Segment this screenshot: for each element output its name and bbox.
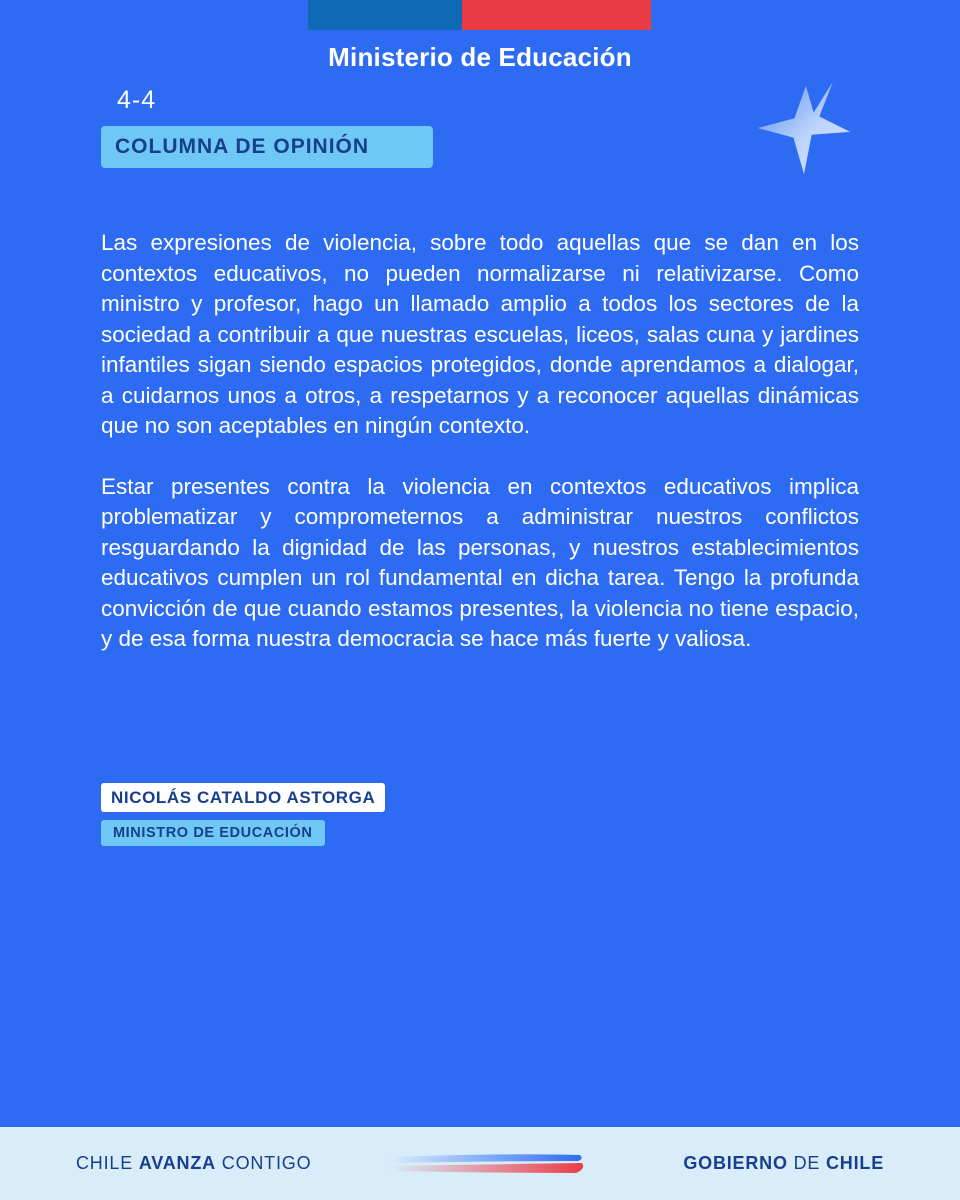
ministry-title: Ministerio de Educación [328, 42, 632, 72]
footer-slogan [76, 1153, 311, 1174]
author-role: MINISTRO DE EDUCACIÓN [101, 820, 325, 846]
author-name: NICOLÁS CATALDO ASTORGA [101, 783, 385, 812]
article-body [101, 228, 859, 685]
page-number: 4-4 [117, 86, 157, 114]
footer-bar [0, 1127, 960, 1200]
gov-word-3: CHILE [826, 1153, 884, 1173]
article-paragraph-2: Estar presentes contra la violencia en contextos educativos implica problematizar y comprometernos a administrar nuestros conflictos resguardando la dignidad de las personas, y nuestros establecimientos educativos cumplen un rol fundamental en dicha tarea. Tengo la profunda convicción de que cuando estamos presentes, la violencia no tiene espacio, y de esa forma nuestra democracia se hace más fuerte y valiosa. [101, 473, 859, 651]
gov-word-1: GOBIERNO [683, 1153, 788, 1173]
flag-swoosh-icon [388, 1147, 588, 1181]
slogan-word-3: CONTIGO [215, 1153, 312, 1173]
flag-bar-red [462, 0, 651, 30]
footer-government [683, 1153, 884, 1174]
slogan-word-2: AVANZA [138, 1153, 216, 1173]
section-label: COLUMNA DE OPINIÓN [101, 126, 433, 168]
flag-bar-blue [308, 0, 462, 30]
star-icon [756, 80, 852, 176]
article-paragraph-1: Las expresiones de violencia, sobre todo aquellas que se dan en los contextos educativos, no pueden normalizarse ni relativizarse. Como ministro y profesor, hago un llamado amplio a todos los sectores de la sociedad a contribuir a que nuestras escuelas, liceos, salas cuna y jardines infantiles sigan siendo espacios protegidos, donde aprendamos a dialogar, a cuidarnos unos a otros, a respetarnos y a reconocer aquellas dinámicas que no son aceptables en ningún contexto. [101, 230, 859, 438]
gov-word-2: DE [787, 1153, 826, 1173]
slogan-word-1: CHILE [76, 1153, 139, 1173]
